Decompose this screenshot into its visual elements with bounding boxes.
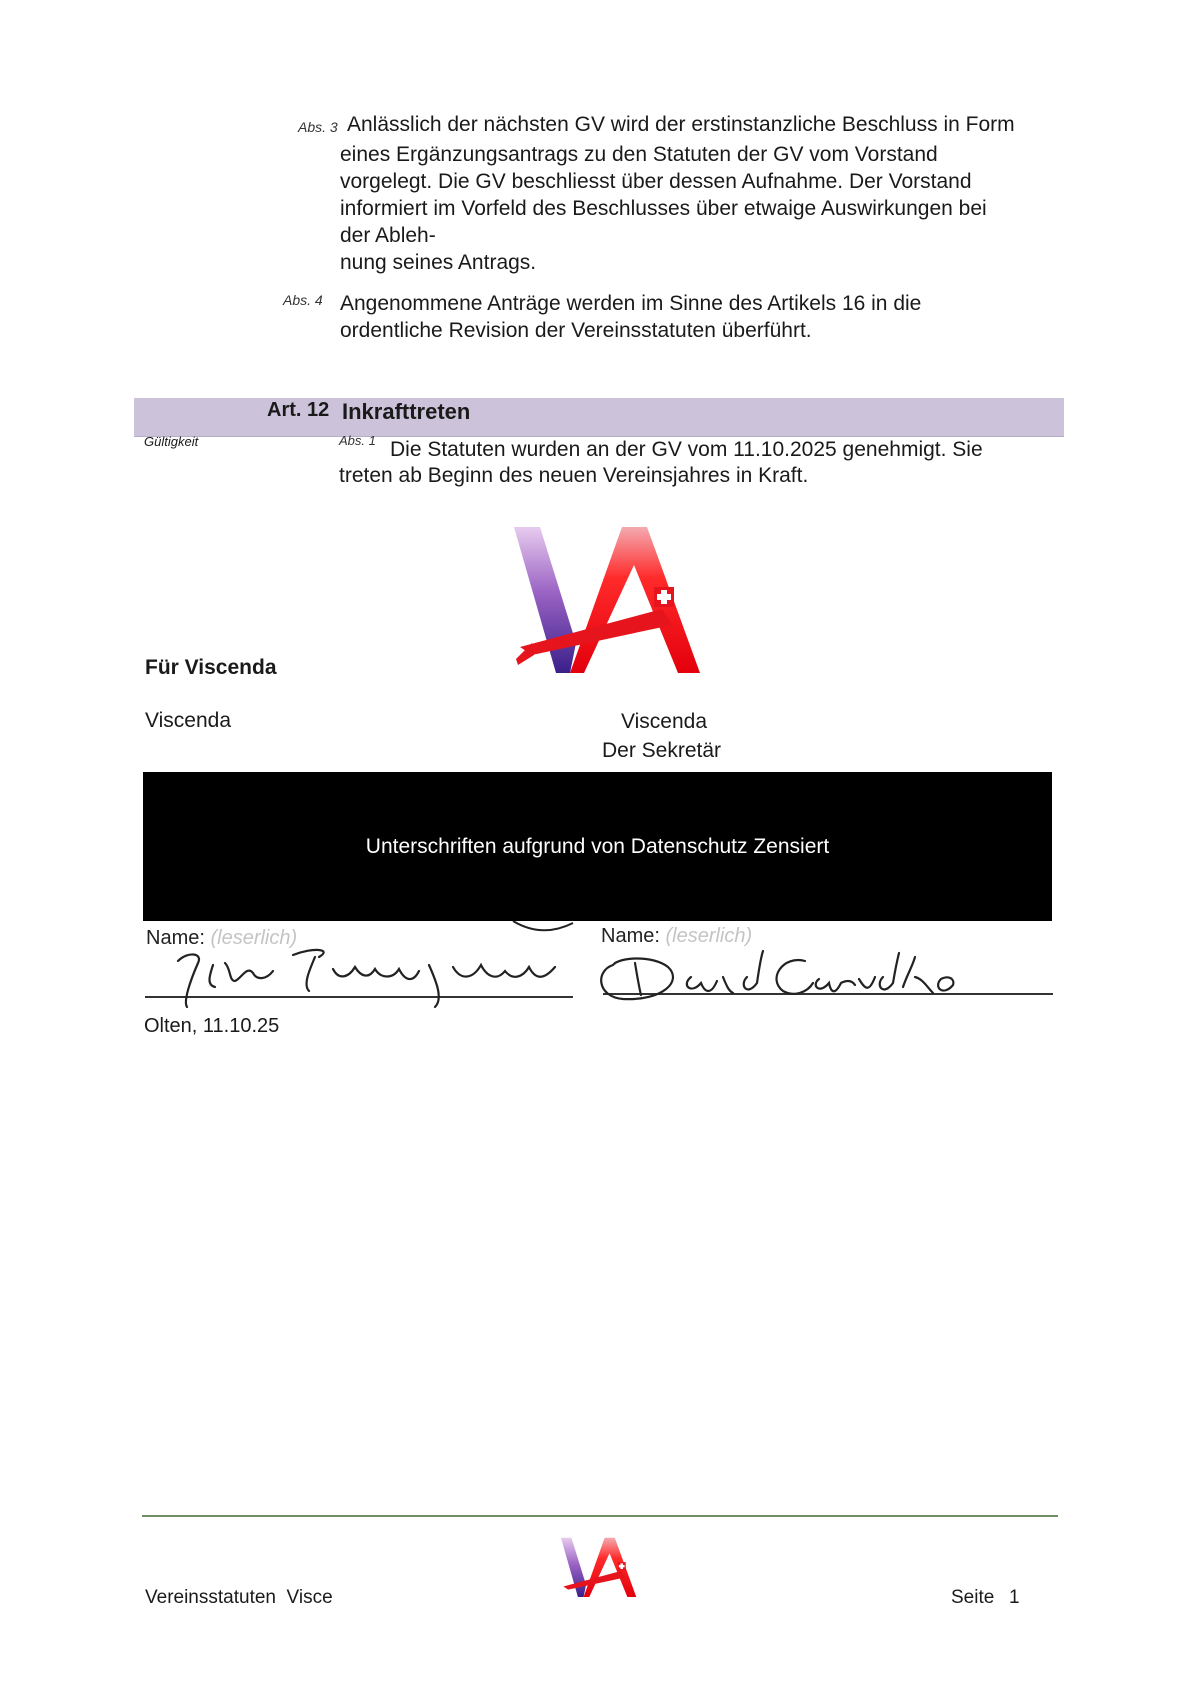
abs3-line: der Ableh- bbox=[340, 224, 436, 247]
article-title: Inkrafttreten bbox=[342, 399, 471, 424]
censor-box bbox=[143, 772, 1052, 921]
right-org: Viscenda bbox=[621, 710, 708, 733]
footer-document-title: Vereinsstatuten Visce bbox=[145, 1587, 333, 1608]
handwritten-signatures-icon bbox=[143, 921, 1058, 1011]
footer-page-label: Seite bbox=[951, 1587, 995, 1608]
abs4-line: Angenommene Anträge werden im Sinne des Artikels 16 in die bbox=[340, 292, 922, 315]
footer-logo-icon bbox=[560, 1537, 638, 1599]
abs3-first-line: Anlässlich der nächsten GV wird der erstinstanzliche Beschluss in Form bbox=[347, 113, 1015, 136]
footer-page-number: 1 bbox=[1009, 1587, 1020, 1608]
right-role: Der Sekretär bbox=[602, 739, 722, 762]
abs4-line: ordentliche Revision der Vereinsstatuten überführt. bbox=[340, 319, 812, 342]
abs1-second-line: treten ab Beginn des neuen Vereinsjahres in Kraft. bbox=[339, 464, 809, 487]
name-label-text: Name: bbox=[601, 925, 660, 947]
footer-divider bbox=[142, 1515, 1058, 1517]
signature-area bbox=[143, 921, 1058, 1011]
abs3-label: Abs. 3 bbox=[298, 119, 338, 135]
abs3-line: vorgelegt. Die GV beschliesst über dessen Aufnahme. Der Vorstand bbox=[340, 170, 972, 193]
abs3-line: informiert im Vorfeld des Beschlusses über etwaige Auswirkungen bei bbox=[340, 197, 987, 220]
abs3-line: eines Ergänzungsantrags zu den Statuten der GV vom Vorstand bbox=[340, 143, 938, 166]
abs1-first-line: Die Statuten wurden an der GV vom 11.10.2025 genehmigt. Sie bbox=[390, 438, 983, 461]
name-hint: (leserlich) bbox=[665, 925, 753, 947]
abs4-label: Abs. 4 bbox=[283, 292, 323, 308]
margin-note: Gültigkeit bbox=[144, 434, 199, 449]
place-date: Olten, 11.10.25 bbox=[144, 1015, 280, 1037]
name-hint: (leserlich) bbox=[210, 927, 298, 949]
name-label-text: Name: bbox=[146, 927, 205, 949]
article-number: Art. 12 bbox=[267, 399, 330, 421]
va-swiss-logo-icon bbox=[512, 525, 704, 678]
left-org: Viscenda bbox=[145, 709, 232, 732]
abs1-label: Abs. 1 bbox=[339, 433, 376, 448]
signature-heading: Für Viscenda bbox=[145, 656, 277, 679]
abs3-line: nung seines Antrags. bbox=[340, 251, 537, 274]
abs4-paragraph bbox=[340, 290, 1060, 344]
abs3-paragraph bbox=[340, 141, 1060, 276]
censor-text: Unterschriften aufgrund von Datenschutz Zensiert bbox=[365, 834, 830, 858]
